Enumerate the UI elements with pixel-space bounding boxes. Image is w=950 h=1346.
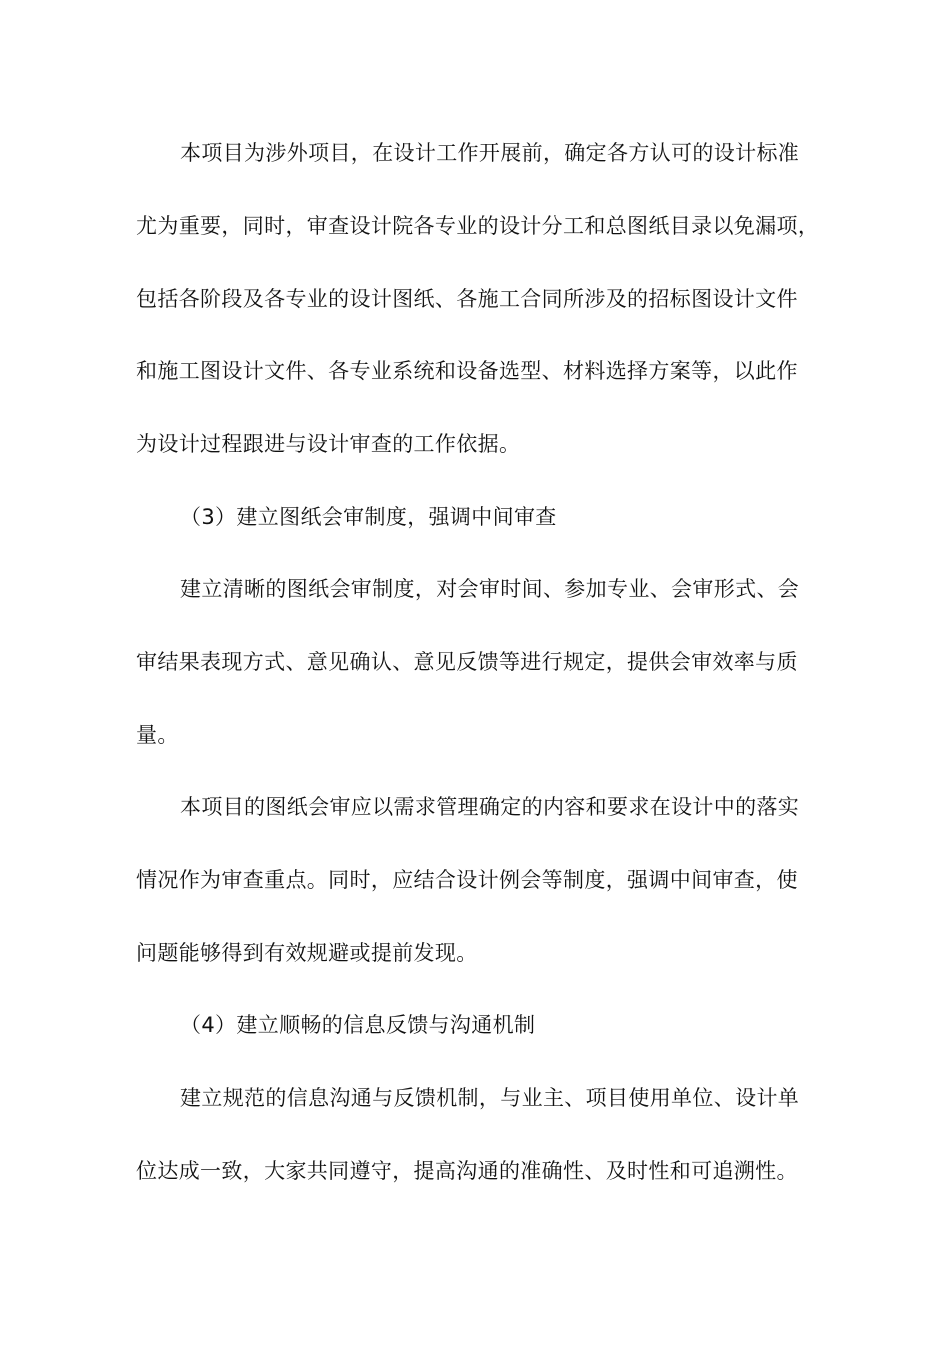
section-heading-3: （3）建立图纸会审制度，强调中间审查 — [180, 505, 557, 529]
paragraph-3-line-3: 问题能够得到有效规避或提前发现。 — [136, 941, 478, 965]
paragraph-2-line-1: 建立清晰的图纸会审制度，对会审时间、参加专业、会审形式、会 — [180, 577, 800, 601]
paragraph-1-line-5: 为设计过程跟进与设计审查的工作依据。 — [136, 432, 521, 456]
paragraph-1-line-3: 包括各阶段及各专业的设计图纸、各施工合同所涉及的招标图设计文件 — [136, 287, 798, 311]
paragraph-4-line-2: 位达成一致，大家共同遵守，提高沟通的准确性、及时性和可追溯性。 — [136, 1159, 798, 1183]
paragraph-3-line-2: 情况作为审查重点。同时，应结合设计例会等制度，强调中间审查，使 — [136, 868, 798, 892]
paragraph-1-line-2: 尤为重要，同时，审查设计院各专业的设计分工和总图纸目录以免漏项， — [136, 214, 820, 238]
paragraph-1-line-1: 本项目为涉外项目，在设计工作开展前，确定各方认可的设计标准 — [180, 141, 800, 165]
paragraph-3-line-1: 本项目的图纸会审应以需求管理确定的内容和要求在设计中的落实 — [180, 795, 800, 819]
section-heading-4: （4）建立顺畅的信息反馈与沟通机制 — [180, 1013, 536, 1037]
paragraph-2-line-3: 量。 — [136, 723, 179, 747]
paragraph-1-line-4: 和施工图设计文件、各专业系统和设备选型、材料选择方案等，以此作 — [136, 359, 798, 383]
paragraph-2-line-2: 审结果表现方式、意见确认、意见反馈等进行规定，提供会审效率与质 — [136, 650, 798, 674]
paragraph-4-line-1: 建立规范的信息沟通与反馈机制，与业主、项目使用单位、设计单 — [180, 1086, 800, 1110]
